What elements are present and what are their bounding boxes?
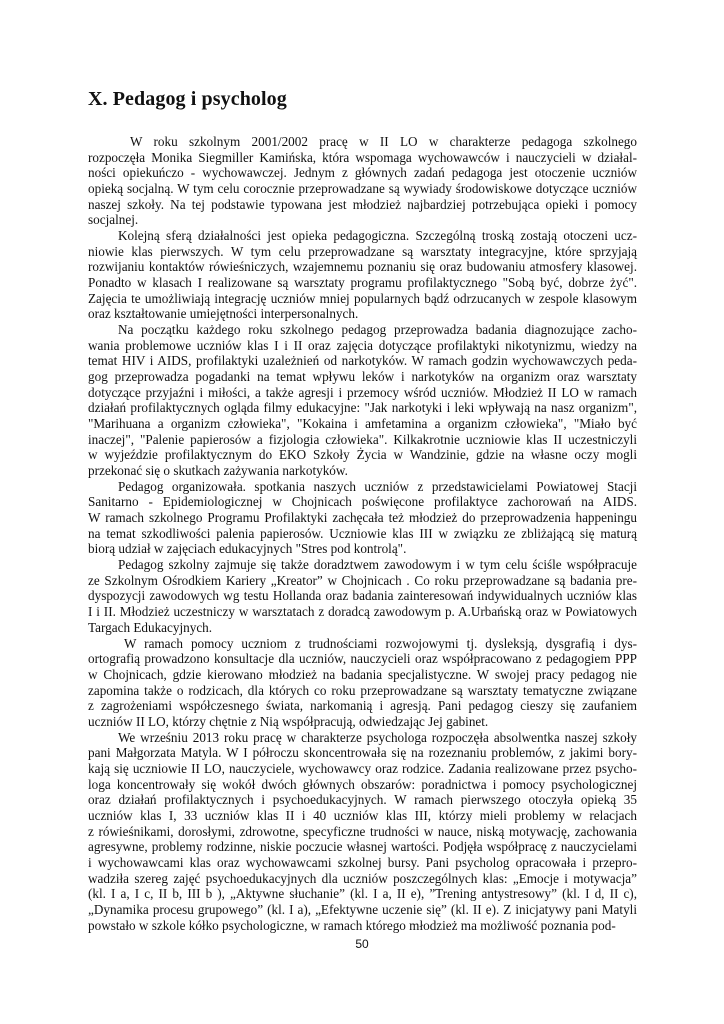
- paragraph: [88, 228, 637, 322]
- text-line: uczniów klas I, 33 uczniów klas II i 40 uczniów klas III, którzy mieli problemy w relacjach: [88, 807, 637, 823]
- text-line: dyspozycji zawodowych wg testu Hollanda oraz badania zainteresowań indywidualnych uczniów klas: [88, 588, 637, 604]
- text-line: wadziła szereg zajęć psychoedukacyjnych dla uczniów poszczególnych klas: „Emocje i motywacja”: [88, 870, 637, 886]
- paragraph: [88, 322, 637, 479]
- text-line: ortografią prowadzono konsultacje dla uczniów, nauczycieli oraz współpracowano z pedagogiem PPP: [88, 651, 637, 667]
- text-line: w wyjeździe profilaktycznym do EKO Szkoły Życia w Wandzinie, gdzie na własne oczy mogli: [88, 447, 637, 463]
- page-number: 50: [355, 937, 369, 951]
- text-line: kają się uczniowie II LO, nauczyciele, wychowawcy oraz rodzice. Zadania realizowane przez psycho-: [88, 760, 637, 776]
- text-line: wania problemowe uczniów klas I i II oraz zajęcia dotyczące profilaktyki nikotynizmu, wiedzy na: [88, 337, 637, 353]
- page-title: X. Pedagog i psycholog: [88, 88, 287, 110]
- text-line: "Marihuana a organizm człowieka", "Kokaina i amfetamina a organizm człowieka", "Miało być: [88, 416, 637, 432]
- body-text: [88, 134, 637, 933]
- text-line: ze Szkolnym Ośrodkiem Kariery „Kreator” w Chojnicach . Co roku przeprowadzane są badania pre-: [88, 572, 637, 588]
- text-line: oraz działań profilaktycznych i psychoedukacyjnych. W ramach pierwszego otoczyła opieką 35: [88, 792, 637, 808]
- text-line: Pedagog szkolny zajmuje się także doradztwem zawodowym i w tym celu ściśle współpracuje: [118, 557, 637, 573]
- text-line: Targach Edukacyjnych.: [88, 619, 213, 635]
- text-line: z rówieśnikami, dorosłymi, zdrowotne, specyficzne trudności w nauce, niską motywację, zachowania: [88, 823, 637, 839]
- text-line: rozpoczęła Monika Siegmiller Kamińska, która wspomaga wychowawców i nauczycieli w działal-: [88, 149, 637, 165]
- text-line: biorą udział w zajęciach edukacyjnych "Stres pod kontrolą".: [88, 541, 407, 557]
- text-line: rozwijaniu kontaktów rówieśniczych, wzajemnemu poznaniu się oraz budowaniu atmosfery klasowej.: [88, 259, 637, 275]
- paragraph: [88, 636, 637, 730]
- text-line: temat HIV i AIDS, profilaktyki uzależnień od narkotyków. W ramach godzin wychowawczych peda-: [88, 353, 637, 369]
- text-line: opieką socjalną. W tym celu corocznie przeprowadzane są wywiady środowiskowe dotyczące uczniów: [88, 181, 637, 197]
- text-line: socjalnej.: [88, 212, 139, 228]
- text-line: loga koncentrowały się wokół dwóch głównych obszarów: poradnictwa i pomocy psychologicznej: [88, 776, 637, 792]
- text-line: „Dynamika procesu grupowego” (kl. I a), „Efektywne uczenie się” (kl. II e). Z inicjatywy pani Matyli: [88, 901, 637, 917]
- text-line: naszej szkoły. Na tej podstawie typowana jest młodzież najbardziej potrzebująca opieki i pomocy: [88, 196, 637, 212]
- text-line: Na początku każdego roku szkolnego pedagog przeprowadza badania diagnozujące zacho-: [118, 322, 637, 338]
- text-line: W roku szkolnym 2001/2002 pracę w II LO w charakterze pedagoga szkolnego: [130, 134, 637, 149]
- text-line: Kolejną sferą działalności jest opieka pedagogiczna. Szczególną troską zostają otoczeni ucz-: [118, 228, 637, 244]
- paragraph: [88, 730, 637, 934]
- text-line: inaczej", "Palenie papierosów a fizjologia człowieka". Kilkakrotnie uczniowie klas II uczestniczyli: [88, 431, 637, 447]
- text-line: ności opiekuńczo - wychowawczej. Jednym z głównych zadań pedagoga jest otoczenie uczniów: [88, 165, 637, 181]
- text-line: Ponadto w klasach I realizowane są warsztaty programu profilaktycznego "Sobą być, dobrze żyć".: [88, 275, 637, 291]
- paragraph: [88, 557, 637, 635]
- text-line: w Chojnicach, gdzie kierowano młodzież na badania specjalistyczne. W swojej pracy pedagog nie: [88, 666, 637, 682]
- text-line: z zagrożeniami współczesnego świata, narkomanią i agresją. Pani pedagog cieszy się zaufaniem: [88, 698, 637, 714]
- text-line: niowie klas pierwszych. W tym celu przeprowadzane są warsztaty integracyjne, które sprzyjają: [88, 243, 637, 259]
- text-line: I i II. Młodzież uczestniczy w warsztatach z doradcą zawodowym p. A.Urbańską oraz w Powiatowych: [88, 604, 637, 620]
- text-line: zapomina także o rodzicach, dla których co roku przeprowadzane są warsztaty tematyczne związane: [88, 682, 637, 698]
- text-line: Sanitarno - Epidemiologicznej w Chojnicach poświęcone profilaktyce zachorowań na AIDS.: [88, 494, 637, 510]
- text-line: działań profilaktycznych ogląda filmy edukacyjne: "Jak narkotyki i leki wpływają na nasz organizm",: [88, 400, 637, 416]
- text-line: gog przeprowadza pogadanki na temat wpływu leków i narkotyków na organizm oraz warsztaty: [88, 369, 637, 385]
- text-line: W ramach pomocy uczniom z trudnościami rozwojowymi tj. dysleksją, dysgrafią i dys-: [124, 635, 637, 651]
- text-line: przekonać się o skutkach zażywania narkotyków.: [88, 463, 348, 479]
- text-line: pani Małgorzata Matyla. W I półroczu skoncentrowała się na rozeznaniu problemów, z jakimi bory-: [88, 745, 637, 761]
- text-line: oraz kształtowanie umiejętności interpersonalnych.: [88, 306, 359, 322]
- paragraph: [88, 479, 637, 557]
- text-line: agresywne, problemy rodzinne, niskie poczucie własnej wartości. Podjęła współpracę z nauczycielami: [88, 839, 637, 855]
- text-line: powstało w szkole kółko psychologiczne, w ramach którego młodzież ma możliwość poznania pod-: [88, 917, 616, 933]
- paragraph: [88, 134, 637, 228]
- text-line: na temat szkodliwości palenia papierosów. Uczniowie klas III w związku ze zbliżającą się maturą: [88, 525, 637, 541]
- text-line: Pedagog organizowała. spotkania naszych uczniów z przedstawicielami Powiatowej Stacji: [118, 478, 637, 494]
- text-line: i wychowawcami klas oraz wychowawcami szkolnej bursy. Pani psycholog opracowała i przepro-: [88, 854, 637, 870]
- text-line: We wrześniu 2013 roku pracę w charakterze psychologa rozpoczęła absolwentka naszej szkoły: [118, 729, 637, 745]
- text-line: uczniów II LO, którzy chętnie z Nią współpracują, odwiedzając Jej gabinet.: [88, 713, 489, 729]
- text-line: Zajęcia te umożliwiają integrację uczniów mniej popularnych bądź odrzucanych w zespole klasowym: [88, 290, 637, 306]
- text-line: dotyczące przyjaźni i miłości, a także agresji i przemocy wśród uczniów. Młodzież II LO w ramach: [88, 384, 637, 400]
- text-line: (kl. I a, I c, II b, III b ), „Aktywne słuchanie” (kl. I a, II e), ”Trening antystresowy” (kl. I d, II c),: [88, 886, 637, 902]
- text-line: W ramach szkolnego Programu Profilaktyki zachęcała też młodzież do przeprowadzenia happeningu: [88, 510, 637, 526]
